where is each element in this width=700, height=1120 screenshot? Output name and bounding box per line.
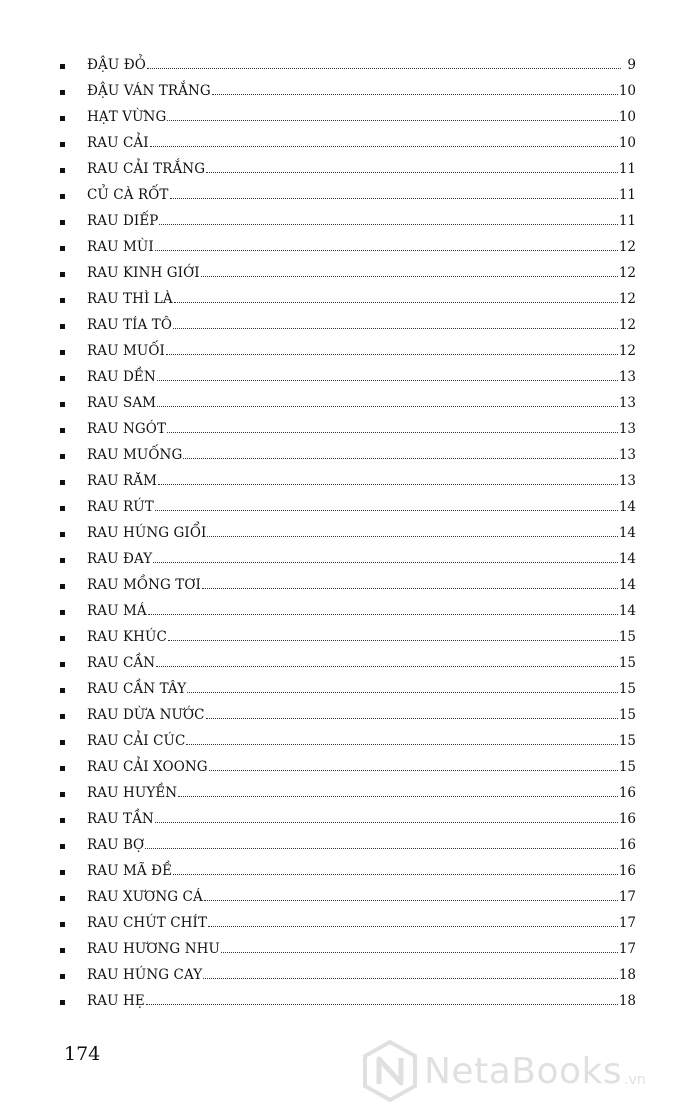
toc-entry <box>60 364 636 390</box>
bullet-icon <box>60 168 65 173</box>
toc-entry-title: RAU SAM <box>87 395 157 411</box>
toc-entry-title: RAU HÚNG CAY <box>87 967 203 983</box>
toc-entry-title: RAU CẦN <box>87 655 156 671</box>
dot-leader <box>187 692 618 693</box>
dot-leader <box>168 640 618 641</box>
dot-leader <box>158 484 618 485</box>
toc-entry-title: RAU MÃ ĐỀ <box>87 863 173 879</box>
toc-entry <box>60 416 636 442</box>
toc-entry-page: 12 <box>618 265 636 281</box>
toc-entry <box>60 468 636 494</box>
toc-entry-title: RAU DỪA NƯỚC <box>87 707 205 723</box>
toc-entry <box>60 546 636 572</box>
toc-entry <box>60 988 636 1014</box>
toc-entry-page: 14 <box>618 551 636 567</box>
toc-entry-page: 16 <box>618 837 636 853</box>
watermark-suffix: .vn <box>624 1072 646 1088</box>
toc-entry-title: RAU MUỐI <box>87 343 165 359</box>
bullet-icon <box>60 324 65 329</box>
toc-entry <box>60 52 636 78</box>
dot-leader <box>167 120 617 121</box>
toc-entry-page: 12 <box>618 343 636 359</box>
bullet-icon <box>60 116 65 121</box>
bullet-icon <box>60 350 65 355</box>
dot-leader <box>167 432 618 433</box>
bullet-icon <box>60 220 65 225</box>
toc-entry-title: RAU XƯƠNG CÁ <box>87 889 203 905</box>
bullet-icon <box>60 870 65 875</box>
bullet-icon <box>60 298 65 303</box>
dot-leader <box>155 510 618 511</box>
bullet-icon <box>60 376 65 381</box>
dot-leader <box>208 926 618 927</box>
toc-entry-page: 18 <box>618 993 636 1009</box>
watermark-text: NetaBooks <box>424 1050 623 1092</box>
toc-entry-page: 11 <box>618 213 636 229</box>
dot-leader <box>170 198 618 199</box>
toc-entry-title: RAU MUỐNG <box>87 447 183 463</box>
dot-leader <box>145 848 618 849</box>
dot-leader <box>183 458 617 459</box>
toc-entry-title: RAU TÍA TÔ <box>87 317 173 333</box>
dot-leader <box>206 718 618 719</box>
bullet-icon <box>60 272 65 277</box>
bullet-icon <box>60 714 65 719</box>
toc-entry-page: 14 <box>618 603 636 619</box>
toc-entry <box>60 598 636 624</box>
toc-entry-page: 16 <box>618 863 636 879</box>
toc-entry-title: RAU CẢI <box>87 135 149 151</box>
toc-entry-title: RAU TẦN <box>87 811 154 827</box>
toc-entry-page: 15 <box>618 681 636 697</box>
bullet-icon <box>60 480 65 485</box>
toc-entry-title: RAU RÚT <box>87 499 154 515</box>
toc-entry <box>60 832 636 858</box>
toc-entry-page: 16 <box>618 811 636 827</box>
bullet-icon <box>60 1000 65 1005</box>
toc-entry-page: 13 <box>618 473 636 489</box>
toc-entry-page: 14 <box>618 577 636 593</box>
bullet-icon <box>60 558 65 563</box>
toc-entry-page: 18 <box>618 967 636 983</box>
bullet-icon <box>60 246 65 251</box>
dot-leader <box>209 770 618 771</box>
bullet-icon <box>60 844 65 849</box>
toc-entry <box>60 884 636 910</box>
toc-entry-page: 12 <box>618 239 636 255</box>
toc-entry <box>60 624 636 650</box>
toc-entry <box>60 286 636 312</box>
toc-entry-title: CỦ CÀ RỐT <box>87 187 169 203</box>
dot-leader <box>173 328 618 329</box>
dot-leader <box>221 952 618 953</box>
toc-entry-title: RAU RĂM <box>87 473 158 489</box>
toc-entry <box>60 702 636 728</box>
toc-entry-title: RAU CẢI TRẮNG <box>87 161 206 177</box>
dot-leader <box>201 276 618 277</box>
toc-entry <box>60 104 636 130</box>
toc-entry-page: 17 <box>618 941 636 957</box>
toc-entry <box>60 754 636 780</box>
toc-entry <box>60 338 636 364</box>
toc-entry <box>60 572 636 598</box>
toc-entry <box>60 312 636 338</box>
dot-leader <box>202 588 618 589</box>
dot-leader <box>186 744 617 745</box>
bullet-icon <box>60 792 65 797</box>
dot-leader <box>207 536 617 537</box>
bullet-icon <box>60 948 65 953</box>
toc-entry-title: RAU ĐAY <box>87 551 153 567</box>
toc-entry-page: 15 <box>618 733 636 749</box>
page-number: 174 <box>64 1043 101 1065</box>
bullet-icon <box>60 636 65 641</box>
toc-entry <box>60 390 636 416</box>
bullet-icon <box>60 766 65 771</box>
toc-entry-title: RAU CẦN TÂY <box>87 681 187 697</box>
bullet-icon <box>60 90 65 95</box>
toc-entry-title: RAU MỒNG TƠI <box>87 577 201 593</box>
dot-leader <box>174 302 618 303</box>
toc-entry-page: 13 <box>618 447 636 463</box>
toc-entry-title: RAU DỀN <box>87 369 156 385</box>
toc-entry-page: 15 <box>618 759 636 775</box>
bullet-icon <box>60 64 65 69</box>
dot-leader <box>148 614 618 615</box>
toc-entry-page: 11 <box>618 187 636 203</box>
watermark <box>362 1040 646 1102</box>
toc-entry <box>60 676 636 702</box>
toc-entry-page: 16 <box>618 785 636 801</box>
bullet-icon <box>60 740 65 745</box>
bullet-icon <box>60 974 65 979</box>
toc-entry-page: 15 <box>618 629 636 645</box>
toc-entry <box>60 520 636 546</box>
dot-leader <box>155 250 618 251</box>
toc-entry-title: RAU HẸ <box>87 993 145 1009</box>
toc-entry-title: RAU CẢI XOONG <box>87 759 208 775</box>
toc-entry-page: 11 <box>618 161 636 177</box>
toc-entry-title: HẠT VỪNG <box>87 109 167 125</box>
toc-entry <box>60 494 636 520</box>
dot-leader <box>157 406 618 407</box>
toc-entry <box>60 442 636 468</box>
toc-entry <box>60 130 636 156</box>
toc-entry-title: RAU DIẾP <box>87 213 159 229</box>
dot-leader <box>166 354 618 355</box>
dot-leader <box>156 666 618 667</box>
toc-entry-title: RAU MÁ <box>87 603 147 619</box>
dot-leader <box>157 380 618 381</box>
toc-entry-page: 17 <box>618 889 636 905</box>
toc-entry <box>60 780 636 806</box>
toc-entry-title: RAU BỢ <box>87 837 145 853</box>
table-of-contents <box>60 52 636 1014</box>
toc-entry-title: RAU CHÚT CHÍT <box>87 915 208 931</box>
toc-entry <box>60 910 636 936</box>
toc-entry <box>60 260 636 286</box>
bullet-icon <box>60 402 65 407</box>
toc-entry <box>60 182 636 208</box>
toc-entry <box>60 208 636 234</box>
dot-leader <box>206 172 618 173</box>
netabooks-logo-icon <box>362 1040 418 1102</box>
bullet-icon <box>60 610 65 615</box>
dot-leader <box>153 562 618 563</box>
dot-leader <box>212 94 618 95</box>
toc-entry <box>60 728 636 754</box>
toc-entry <box>60 806 636 832</box>
bullet-icon <box>60 194 65 199</box>
bullet-icon <box>60 142 65 147</box>
toc-entry-title: RAU KINH GIỚI <box>87 265 200 281</box>
dot-leader <box>173 874 618 875</box>
toc-entry-title: RAU HƯƠNG NHU <box>87 941 220 957</box>
toc-entry <box>60 858 636 884</box>
toc-entry-page: 15 <box>618 707 636 723</box>
toc-entry <box>60 650 636 676</box>
toc-entry-page: 14 <box>618 499 636 515</box>
toc-entry-title: RAU NGÓT <box>87 421 167 437</box>
toc-entry-page: 10 <box>618 109 636 125</box>
toc-entry-title: RAU THÌ LÀ <box>87 291 173 307</box>
toc-entry <box>60 78 636 104</box>
toc-entry-title: RAU HÚNG GIỔI <box>87 525 207 541</box>
toc-entry <box>60 234 636 260</box>
bullet-icon <box>60 584 65 589</box>
toc-entry-page: 13 <box>618 395 636 411</box>
bullet-icon <box>60 506 65 511</box>
toc-entry-title: RAU CẢI CÚC <box>87 733 186 749</box>
dot-leader <box>147 68 621 69</box>
toc-entry-page: 14 <box>618 525 636 541</box>
dot-leader <box>150 146 618 147</box>
toc-entry <box>60 936 636 962</box>
dot-leader <box>203 978 618 979</box>
toc-entry-page: 13 <box>618 421 636 437</box>
dot-leader <box>146 1004 618 1005</box>
toc-entry-page: 17 <box>618 915 636 931</box>
dot-leader <box>204 900 618 901</box>
toc-entry <box>60 156 636 182</box>
toc-entry-page: 10 <box>618 83 636 99</box>
bullet-icon <box>60 532 65 537</box>
toc-entry-page: 15 <box>618 655 636 671</box>
dot-leader <box>155 822 618 823</box>
bullet-icon <box>60 428 65 433</box>
toc-entry-title: ĐẬU ĐỎ <box>87 57 146 73</box>
toc-entry <box>60 962 636 988</box>
toc-entry-title: RAU HUYỀN <box>87 785 178 801</box>
toc-entry-title: RAU MÙI <box>87 239 154 255</box>
bullet-icon <box>60 688 65 693</box>
bullet-icon <box>60 818 65 823</box>
bullet-icon <box>60 662 65 667</box>
bullet-icon <box>60 922 65 927</box>
toc-entry-page: 9 <box>627 57 636 73</box>
toc-entry-page: 12 <box>618 291 636 307</box>
dot-leader <box>178 796 618 797</box>
toc-entry-page: 12 <box>618 317 636 333</box>
toc-entry-title: RAU KHÚC <box>87 629 167 645</box>
bullet-icon <box>60 896 65 901</box>
dot-leader <box>159 224 617 225</box>
toc-entry-page: 13 <box>618 369 636 385</box>
toc-entry-title: ĐẬU VÁN TRẮNG <box>87 83 211 99</box>
bullet-icon <box>60 454 65 459</box>
toc-entry-page: 10 <box>618 135 636 151</box>
